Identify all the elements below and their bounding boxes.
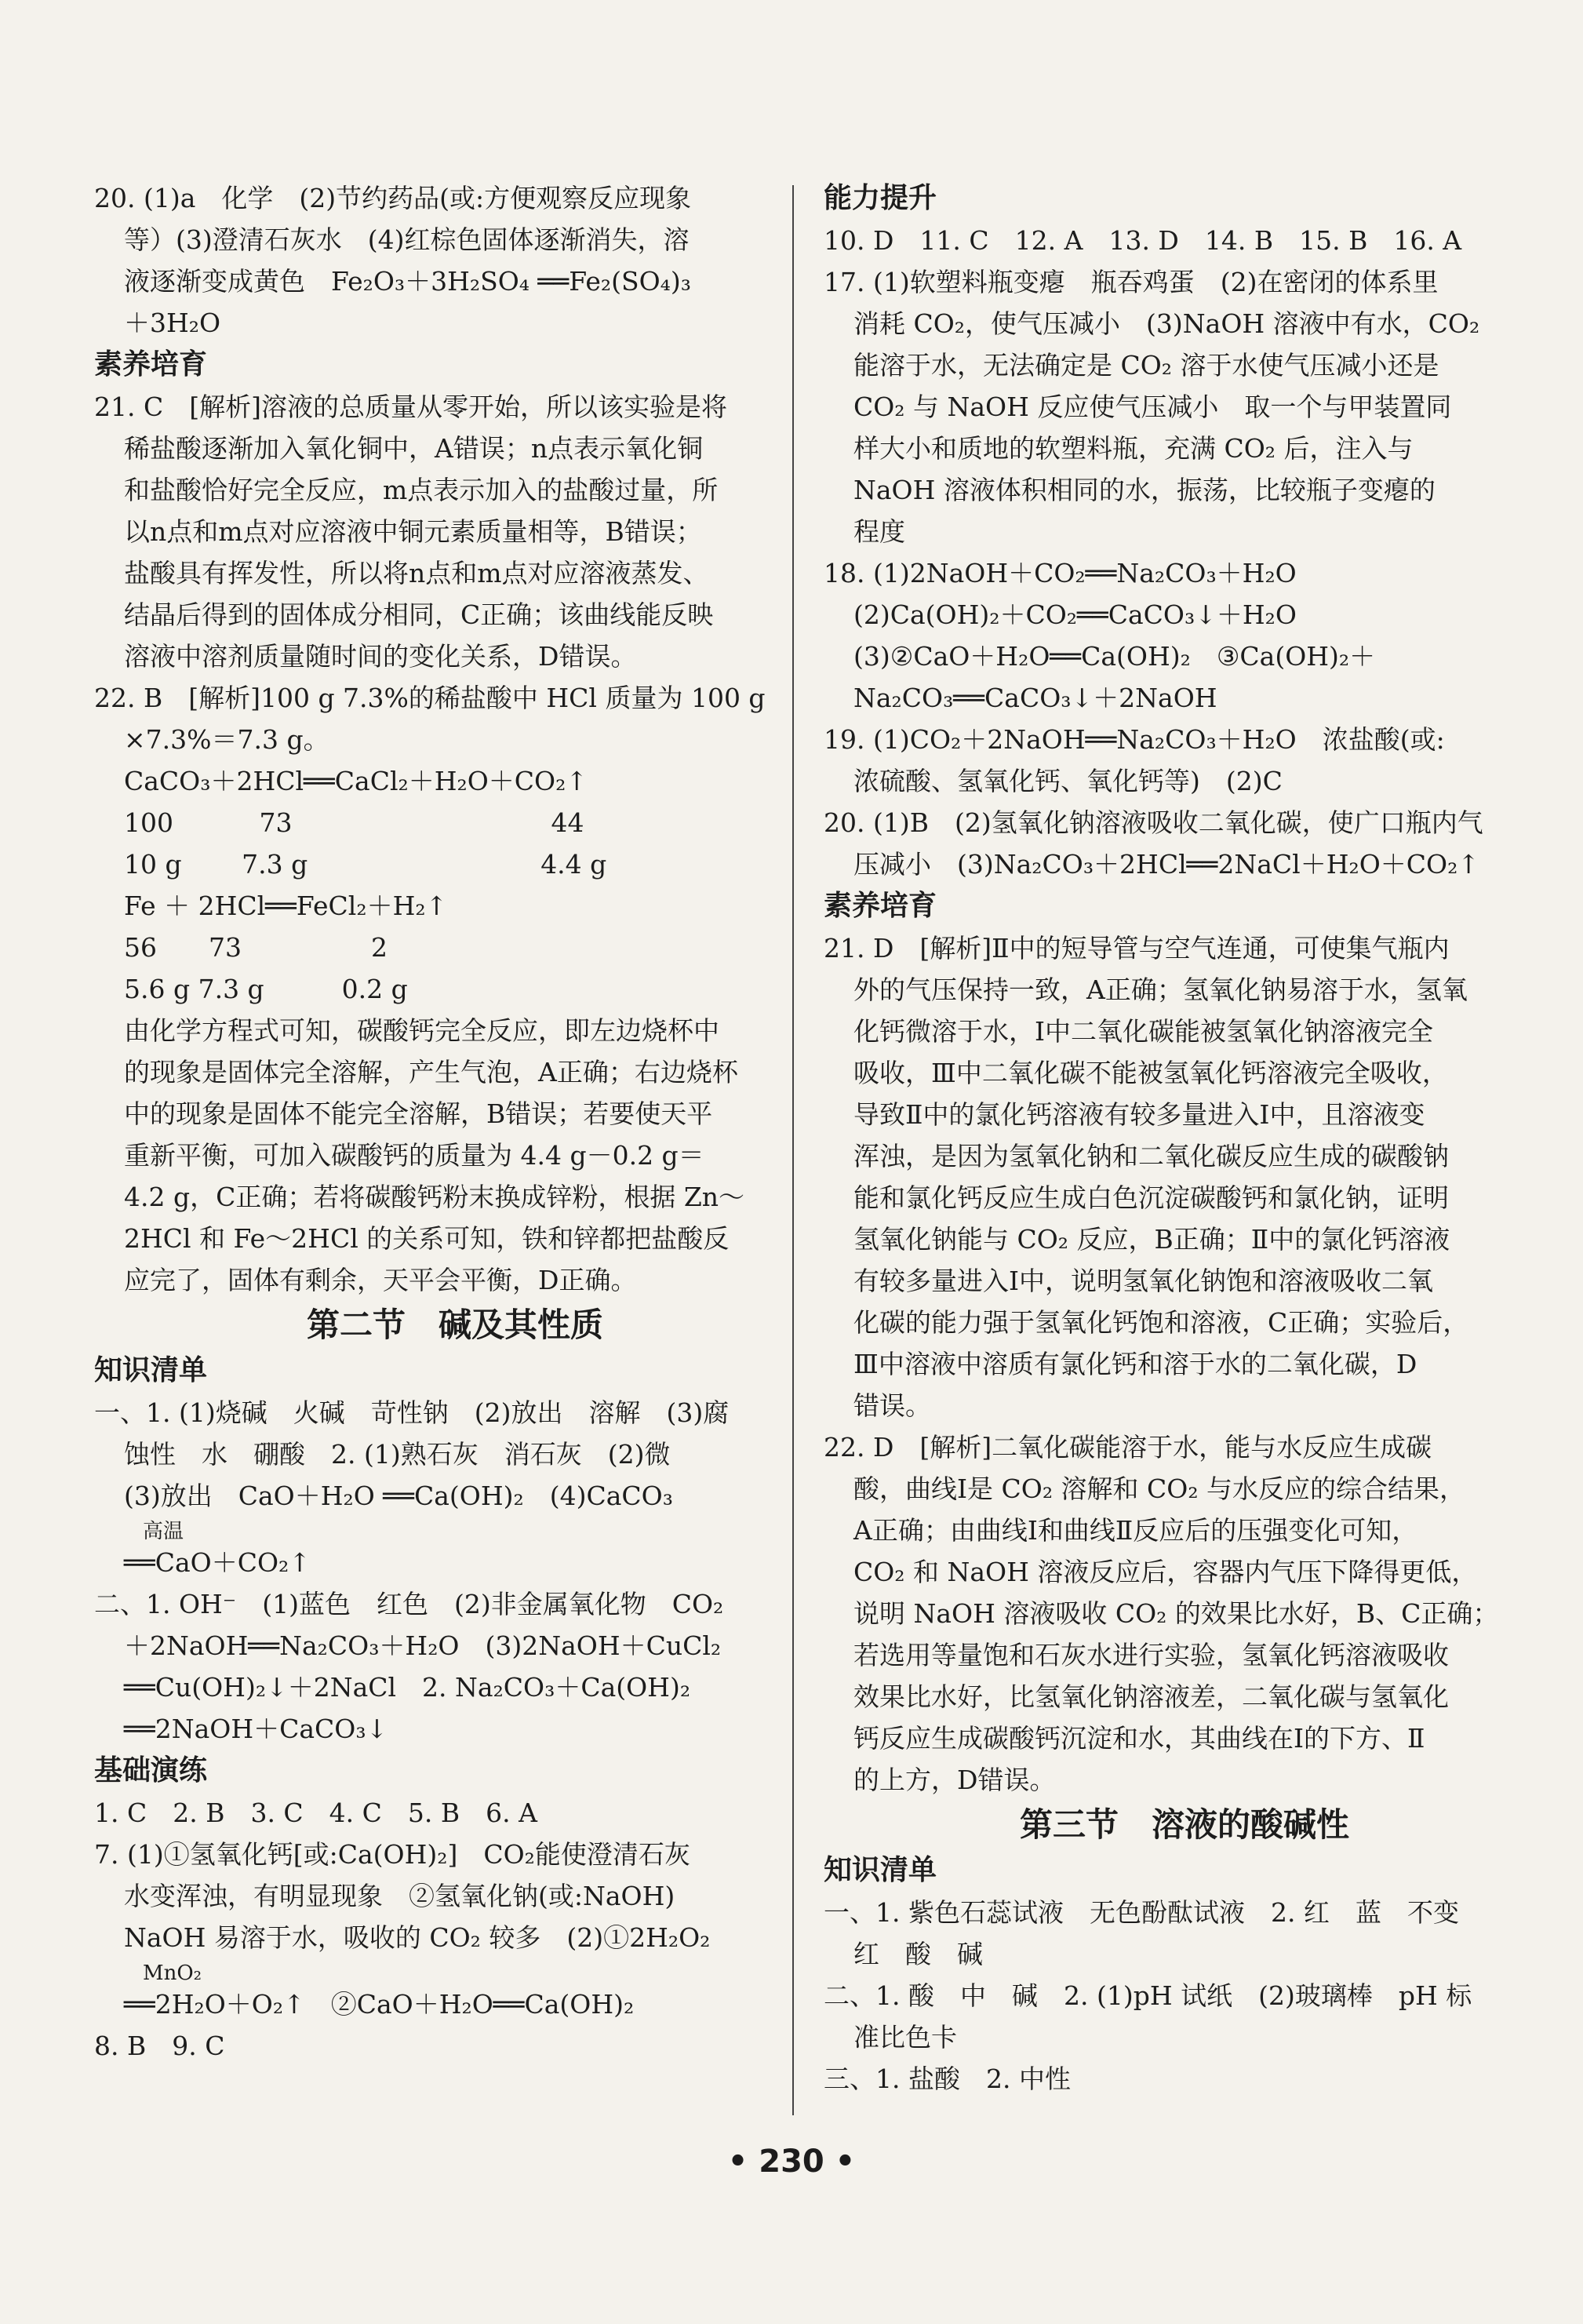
answer-line: NaOH 易溶于水，吸收的 CO₂ 较多 (2)①2H₂O₂ [124, 1922, 711, 1953]
answer-line: 22. D [解析]二氧化碳能溶于水，能与水反应生成碳 [824, 1432, 1432, 1463]
answer-line: 的上方，D错误。 [853, 1765, 1056, 1795]
answer-line: 效果比水好，比氢氧化钠溶液差，二氧化碳与氢氧化 [853, 1681, 1449, 1712]
answer-line: 浑浊，是因为氢氧化钠和二氧化碳反应生成的碳酸钠 [853, 1141, 1449, 1171]
answer-line: 水变浑浊，有明显现象 ②氢氧化钠(或:NaOH) [124, 1881, 675, 1911]
answer-line: 蚀性 水 硼酸 2. (1)熟石灰 消石灰 (2)微 [124, 1439, 671, 1470]
chapter-title: 第二节 碱及其性质 [306, 1306, 603, 1344]
answer-line: 准比色卡 [853, 2022, 957, 2053]
reaction-condition: MnO₂ [143, 1962, 202, 1985]
answer-line: 19. (1)CO₂＋2NaOH══Na₂CO₃＋H₂O 浓盐酸(或: [824, 724, 1445, 755]
answer-line: 样大小和质地的软塑料瓶，充满 CO₂ 后，注入与 [853, 433, 1414, 464]
answer-line: 有较多量进入Ⅰ中，说明氢氧化钠饱和溶液吸收二氧 [853, 1266, 1434, 1296]
page-number: • 230 • [727, 2144, 856, 2180]
answer-line: 一、1. (1)烧碱 火碱 苛性钠 (2)放出 溶解 (3)腐 [94, 1397, 730, 1428]
section-heading: 素养培育 [824, 890, 937, 922]
answer-line: 18. (1)2NaOH＋CO₂══Na₂CO₃＋H₂O [824, 558, 1297, 588]
answer-line: 三、1. 盐酸 2. 中性 [824, 2064, 1071, 2094]
answer-line: 以n点和m点对应溶液中铜元素质量相等，B错误； [124, 516, 702, 547]
answer-line: 中的现象是固体不能完全溶解，B错误；若要使天平 [124, 1098, 713, 1129]
answer-line: 和盐酸恰好完全反应，m点表示加入的盐酸过量，所 [124, 475, 719, 505]
answer-line: 2HCl 和 Fe～2HCl 的关系可知，铁和锌都把盐酸反 [124, 1223, 730, 1254]
answer-line: NaOH 溶液体积相同的水，振荡，比较瓶子变瘪的 [853, 475, 1436, 505]
answer-line: 17. (1)软塑料瓶变瘪 瓶吞鸡蛋 (2)在密闭的体系里 [824, 267, 1439, 297]
answer-line: 能和氯化钙反应生成白色沉淀碳酸钙和氯化钠，证明 [853, 1182, 1449, 1213]
answer-line: 100 73 44 [124, 807, 584, 838]
answer-line: ══Cu(OH)₂↓＋2NaCl 2. Na₂CO₃＋Ca(OH)₂ [124, 1672, 691, 1703]
answer-line: 5.6 g 7.3 g 0.2 g [124, 974, 408, 1004]
answer-line: 盐酸具有挥发性，所以将n点和m点对应溶液蒸发、 [124, 558, 709, 588]
chapter-title: 第三节 溶液的酸碱性 [1019, 1805, 1349, 1844]
answer-line: 由化学方程式可知，碳酸钙完全反应，即左边烧杯中 [124, 1015, 719, 1046]
reaction-condition: 高温 [143, 1520, 184, 1543]
answer-line: 8. B 9. C [94, 2031, 225, 2061]
answer-line: 程度 [853, 516, 905, 547]
answer-line: 化钙微溶于水，Ⅰ中二氧化碳能被氢氧化钠溶液完全 [853, 1016, 1434, 1047]
answer-line: 氢氧化钠能与 CO₂ 反应，B正确；Ⅱ中的氯化钙溶液 [853, 1224, 1450, 1255]
answer-line: 化碳的能力强于氢氧化钙饱和溶液，C正确；实验后， [853, 1307, 1469, 1338]
answer-line: ══2H₂O＋O₂↑ ②CaO＋H₂O══Ca(OH)₂ [124, 1989, 635, 2020]
answer-line: 浓硫酸、氢氧化钙、氧化钙等) (2)C [853, 766, 1283, 796]
answer-line: ×7.3%＝7.3 g。 [124, 724, 329, 755]
answer-line: 酸，曲线Ⅰ是 CO₂ 溶解和 CO₂ 与水反应的综合结果， [853, 1473, 1466, 1504]
answer-line: 外的气压保持一致，A正确；氢氧化钠易溶于水，氢氧 [853, 974, 1468, 1005]
answer-line: A正确；由曲线Ⅰ和曲线Ⅱ反应后的压强变化可知， [853, 1515, 1418, 1546]
answer-line: 20. (1)B (2)氢氧化钠溶液吸收二氧化碳，使广口瓶内气 [824, 807, 1483, 838]
answer-line: 能溶于水，无法确定是 CO₂ 溶于水使气压减小还是 [853, 350, 1439, 381]
answer-line: 7. (1)①氢氧化钙[或:Ca(OH)₂] CO₂能使澄清石灰 [94, 1839, 690, 1870]
right-column [824, 177, 1545, 2100]
answer-line: 10 g 7.3 g 4.4 g [124, 849, 607, 880]
answer-line: 消耗 CO₂，使气压减小 (3)NaOH 溶液中有水，CO₂ [853, 308, 1480, 339]
answer-line: (3)②CaO＋H₂O══Ca(OH)₂ ③Ca(OH)₂＋ [853, 641, 1376, 672]
answer-line: 10. D 11. C 12. A 13. D 14. B 15. B 16. A [824, 225, 1462, 256]
section-heading: 能力提升 [824, 182, 937, 214]
answer-line: 22. B [解析]100 g 7.3%的稀盐酸中 HCl 质量为 100 g [94, 683, 766, 713]
answer-line: ＋2NaOH══Na₂CO₃＋H₂O (3)2NaOH＋CuCl₂ [124, 1630, 722, 1661]
answer-line: 1. C 2. B 3. C 4. C 5. B 6. A [94, 1798, 537, 1828]
answer-line: 20. (1)a 化学 (2)节约药品(或:方便观察反应现象 [94, 183, 692, 213]
left-column [94, 177, 816, 2067]
answer-line: 等）(3)澄清石灰水 (4)红棕色固体逐渐消失，溶 [124, 224, 690, 255]
answer-line: 二、1. OH⁻ (1)蓝色 红色 (2)非金属氧化物 CO₂ [94, 1589, 724, 1619]
answer-line: ══CaO＋CO₂↑ [124, 1547, 311, 1578]
answer-line: 说明 NaOH 溶液吸收 CO₂ 的效果比水好，B、C正确； [853, 1598, 1499, 1629]
answer-line: 应完了，固体有剩余，天平会平衡，D正确。 [124, 1265, 637, 1295]
answer-line: CO₂ 和 NaOH 溶液反应后，容器内气压下降得更低， [853, 1557, 1478, 1587]
answer-line: Fe ＋ 2HCl══FeCl₂＋H₂↑ [124, 891, 448, 921]
section-heading: 素养培育 [94, 348, 208, 381]
answer-line: 红 酸 碱 [853, 1939, 983, 1969]
answer-line: (3)放出 CaO＋H₂O ══Ca(OH)₂ (4)CaCO₃ [124, 1481, 673, 1511]
answer-line: 21. C [解析]溶液的总质量从零开始，所以该实验是将 [94, 392, 727, 422]
answer-line: 钙反应生成碳酸钙沉淀和水，其曲线在Ⅰ的下方、Ⅱ [853, 1723, 1425, 1754]
answer-line: 4.2 g，C正确；若将碳酸钙粉末换成锌粉，根据 Zn～ [124, 1182, 745, 1212]
answer-line: 56 73 2 [124, 932, 388, 963]
answer-line: 导致Ⅱ中的氯化钙溶液有较多量进入Ⅰ中，且溶液变 [853, 1099, 1425, 1130]
answer-line: Ⅲ中溶液中溶质有氯化钙和溶于水的二氧化碳，D [853, 1349, 1417, 1379]
answer-line: ＋3H₂O [124, 308, 221, 338]
answer-line: 稀盐酸逐渐加入氧化铜中，A错误；n点表示氧化铜 [124, 433, 704, 464]
section-heading: 知识清单 [94, 1354, 208, 1386]
answer-line: Na₂CO₃══CaCO₃↓＋2NaOH [853, 683, 1217, 713]
answer-line: (2)Ca(OH)₂＋CO₂══CaCO₃↓＋H₂O [853, 599, 1297, 630]
answer-line: 压减小 (3)Na₂CO₃＋2HCl══2NaCl＋H₂O＋CO₂↑ [853, 849, 1479, 880]
answer-line: 错误。 [853, 1390, 931, 1421]
answer-line: 液逐渐变成黄色 Fe₂O₃＋3H₂SO₄ ══Fe₂(SO₄)₃ [124, 266, 691, 297]
answer-line: 结晶后得到的固体成分相同，C正确；该曲线能反映 [124, 599, 714, 630]
section-heading: 基础演练 [94, 1754, 208, 1787]
answer-line: 溶液中溶剂质量随时间的变化关系，D错误。 [124, 641, 637, 672]
answer-line: 21. D [解析]Ⅱ中的短导管与空气连通，可使集气瓶内 [824, 933, 1450, 963]
answer-line: 的现象是固体完全溶解，产生气泡，A正确；右边烧杯 [124, 1057, 738, 1087]
section-heading: 知识清单 [824, 1854, 937, 1886]
answer-line: ══2NaOH＋CaCO₃↓ [124, 1714, 388, 1744]
answer-line: CO₂ 与 NaOH 反应使气压减小 取一个与甲装置同 [853, 392, 1452, 422]
answer-line: 二、1. 酸 中 碱 2. (1)pH 试纸 (2)玻璃棒 pH 标 [824, 1980, 1472, 2011]
answer-line: 若选用等量饱和石灰水进行实验，氢氧化钙溶液吸收 [853, 1640, 1449, 1670]
answer-line: 一、1. 紫色石蕊试液 无色酚酞试液 2. 红 蓝 不变 [824, 1897, 1459, 1928]
answer-line: 吸收，Ⅲ中二氧化碳不能被氢氧化钙溶液完全吸收， [853, 1058, 1448, 1088]
answer-line: 重新平衡，可加入碳酸钙的质量为 4.4 g－0.2 g＝ [124, 1140, 704, 1171]
answer-line: CaCO₃＋2HCl══CaCl₂＋H₂O＋CO₂↑ [124, 766, 588, 796]
